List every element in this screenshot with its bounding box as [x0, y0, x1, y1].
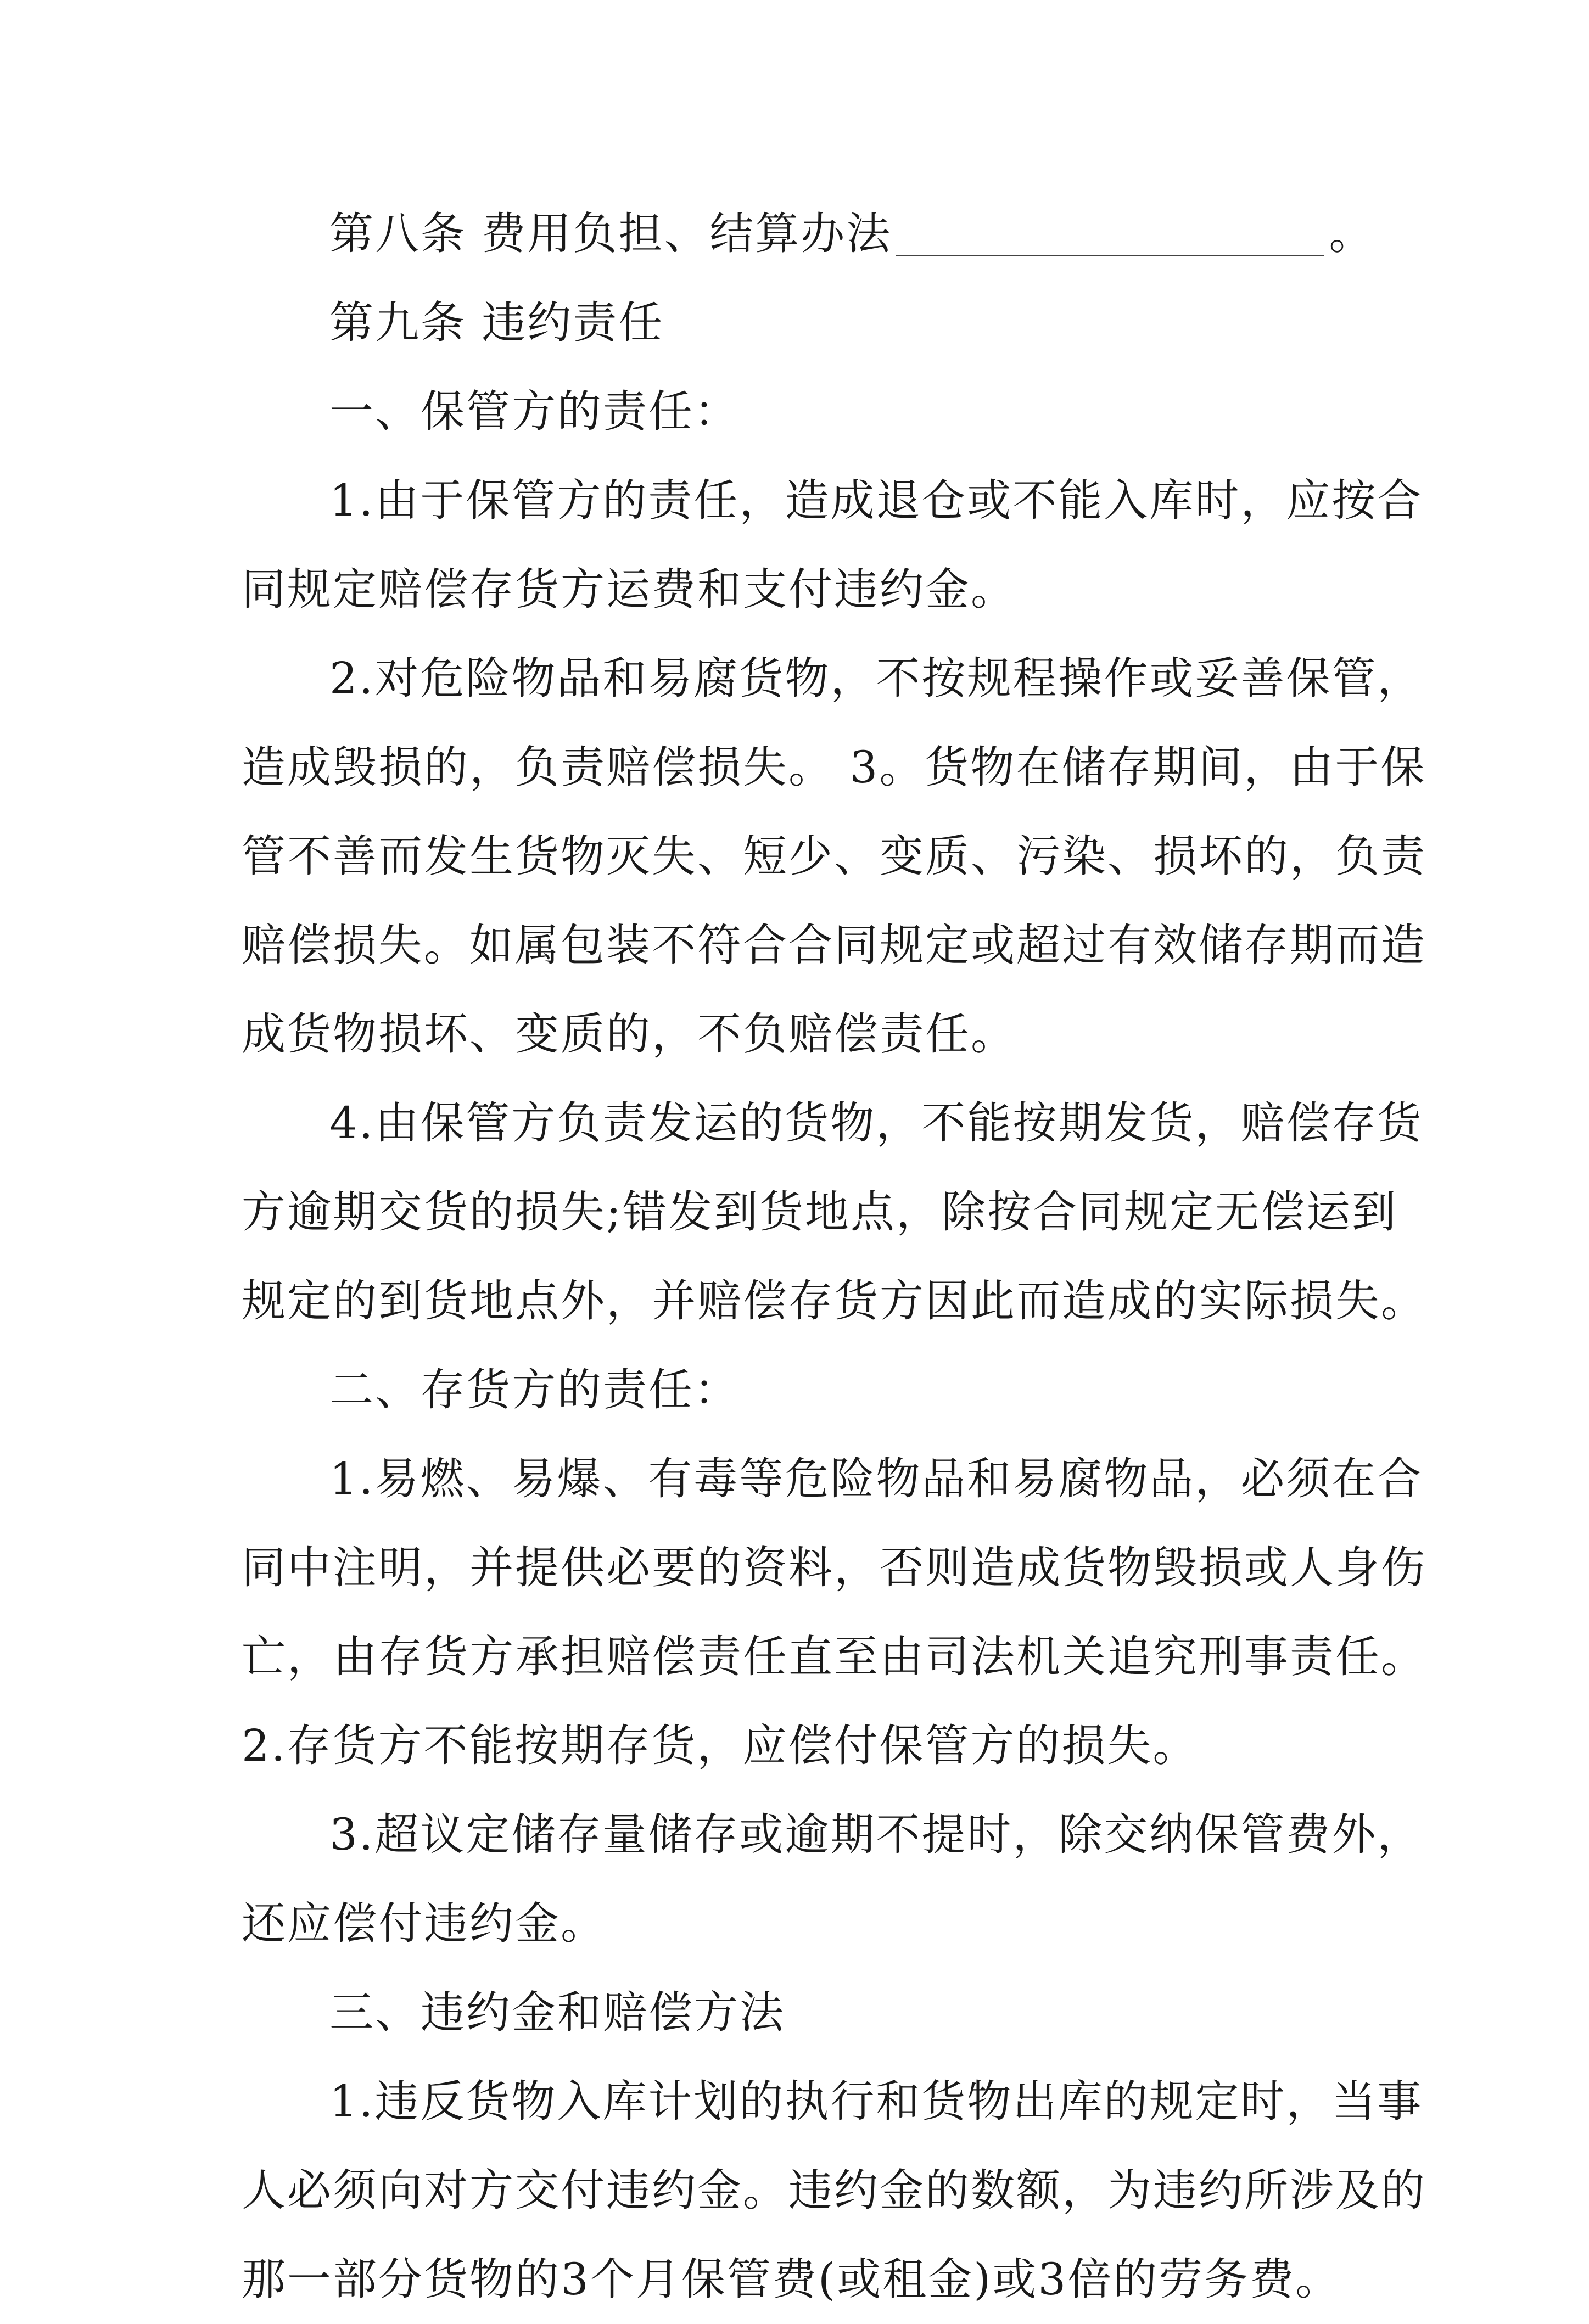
depositor-heading: 二、存货方的责任：	[329, 1364, 740, 1415]
custodian-item-2-line-1: 2.对危险物品和易腐货物，不按规程操作或妥善保管，	[329, 653, 1423, 704]
custodian-item-4-line-1: 4.由保管方负责发运的货物，不能按期发货，赔偿存货	[329, 1097, 1423, 1149]
custodian-heading: 一、保管方的责任：	[329, 386, 740, 437]
article-8-end: 。	[1329, 208, 1375, 259]
fill-in-blank[interactable]	[896, 211, 1324, 256]
custodian-item-2-line-2: 造成毁损的，负责赔偿损失。 3。货物在储存期间，由于保	[242, 742, 1426, 793]
custodian-item-2-line-3: 管不善而发生货物灭失、短少、变质、污染、损坏的，负责	[242, 831, 1426, 882]
custodian-item-1-line-1: 1.由于保管方的责任，造成退仓或不能入库时，应按合	[329, 475, 1423, 526]
depositor-item-3-line-1: 3.超议定储存量储存或逾期不提时，除交纳保管费外，	[329, 1809, 1423, 1860]
custodian-item-2-line-5: 成货物损坏、变质的，不负赔偿责任。	[242, 1009, 1016, 1060]
custodian-item-4-line-3: 规定的到货地点外，并赔偿存货方因此而造成的实际损失。	[242, 1275, 1426, 1326]
penalty-heading: 三、违约金和赔偿方法	[329, 1987, 785, 2038]
penalty-item-1-line-1: 1.违反货物入库计划的执行和货物出库的规定时，当事	[329, 2076, 1423, 2127]
article-8-title: 第八条 费用负担、结算办法	[329, 208, 892, 259]
custodian-item-4-line-2: 方逾期交货的损失;错发到货地点，除按合同规定无偿运到	[242, 1186, 1397, 1237]
document-body	[242, 189, 1426, 2324]
penalty-item-1-line-2: 人必须向对方交付违约金。违约金的数额，为违约所涉及的	[242, 2165, 1426, 2216]
depositor-item-1-line-3: 亡，由存货方承担赔偿责任直至由司法机关追究刑事责任。	[242, 1631, 1426, 1682]
depositor-item-3-line-2: 还应偿付违约金。	[242, 1898, 606, 1949]
depositor-item-2: 2.存货方不能按期存货，应偿付保管方的损失。	[242, 1720, 1199, 1771]
penalty-item-1-line-3: 那一部分货物的3个月保管费(或租金)或3倍的劳务费。	[242, 2254, 1341, 2305]
depositor-item-1-line-1: 1.易燃、易爆、有毒等危险物品和易腐物品，必须在合	[329, 1453, 1423, 1504]
article-9-title: 第九条 违约责任	[329, 297, 664, 348]
depositor-item-1-line-2: 同中注明，并提供必要的资料，否则造成货物毁损或人身伤	[242, 1542, 1426, 1593]
custodian-item-1-line-2: 同规定赔偿存货方运费和支付违约金。	[242, 564, 1016, 615]
article-8-line	[242, 189, 1375, 278]
custodian-item-2-line-4: 赔偿损失。如属包装不符合合同规定或超过有效储存期而造	[242, 920, 1426, 971]
